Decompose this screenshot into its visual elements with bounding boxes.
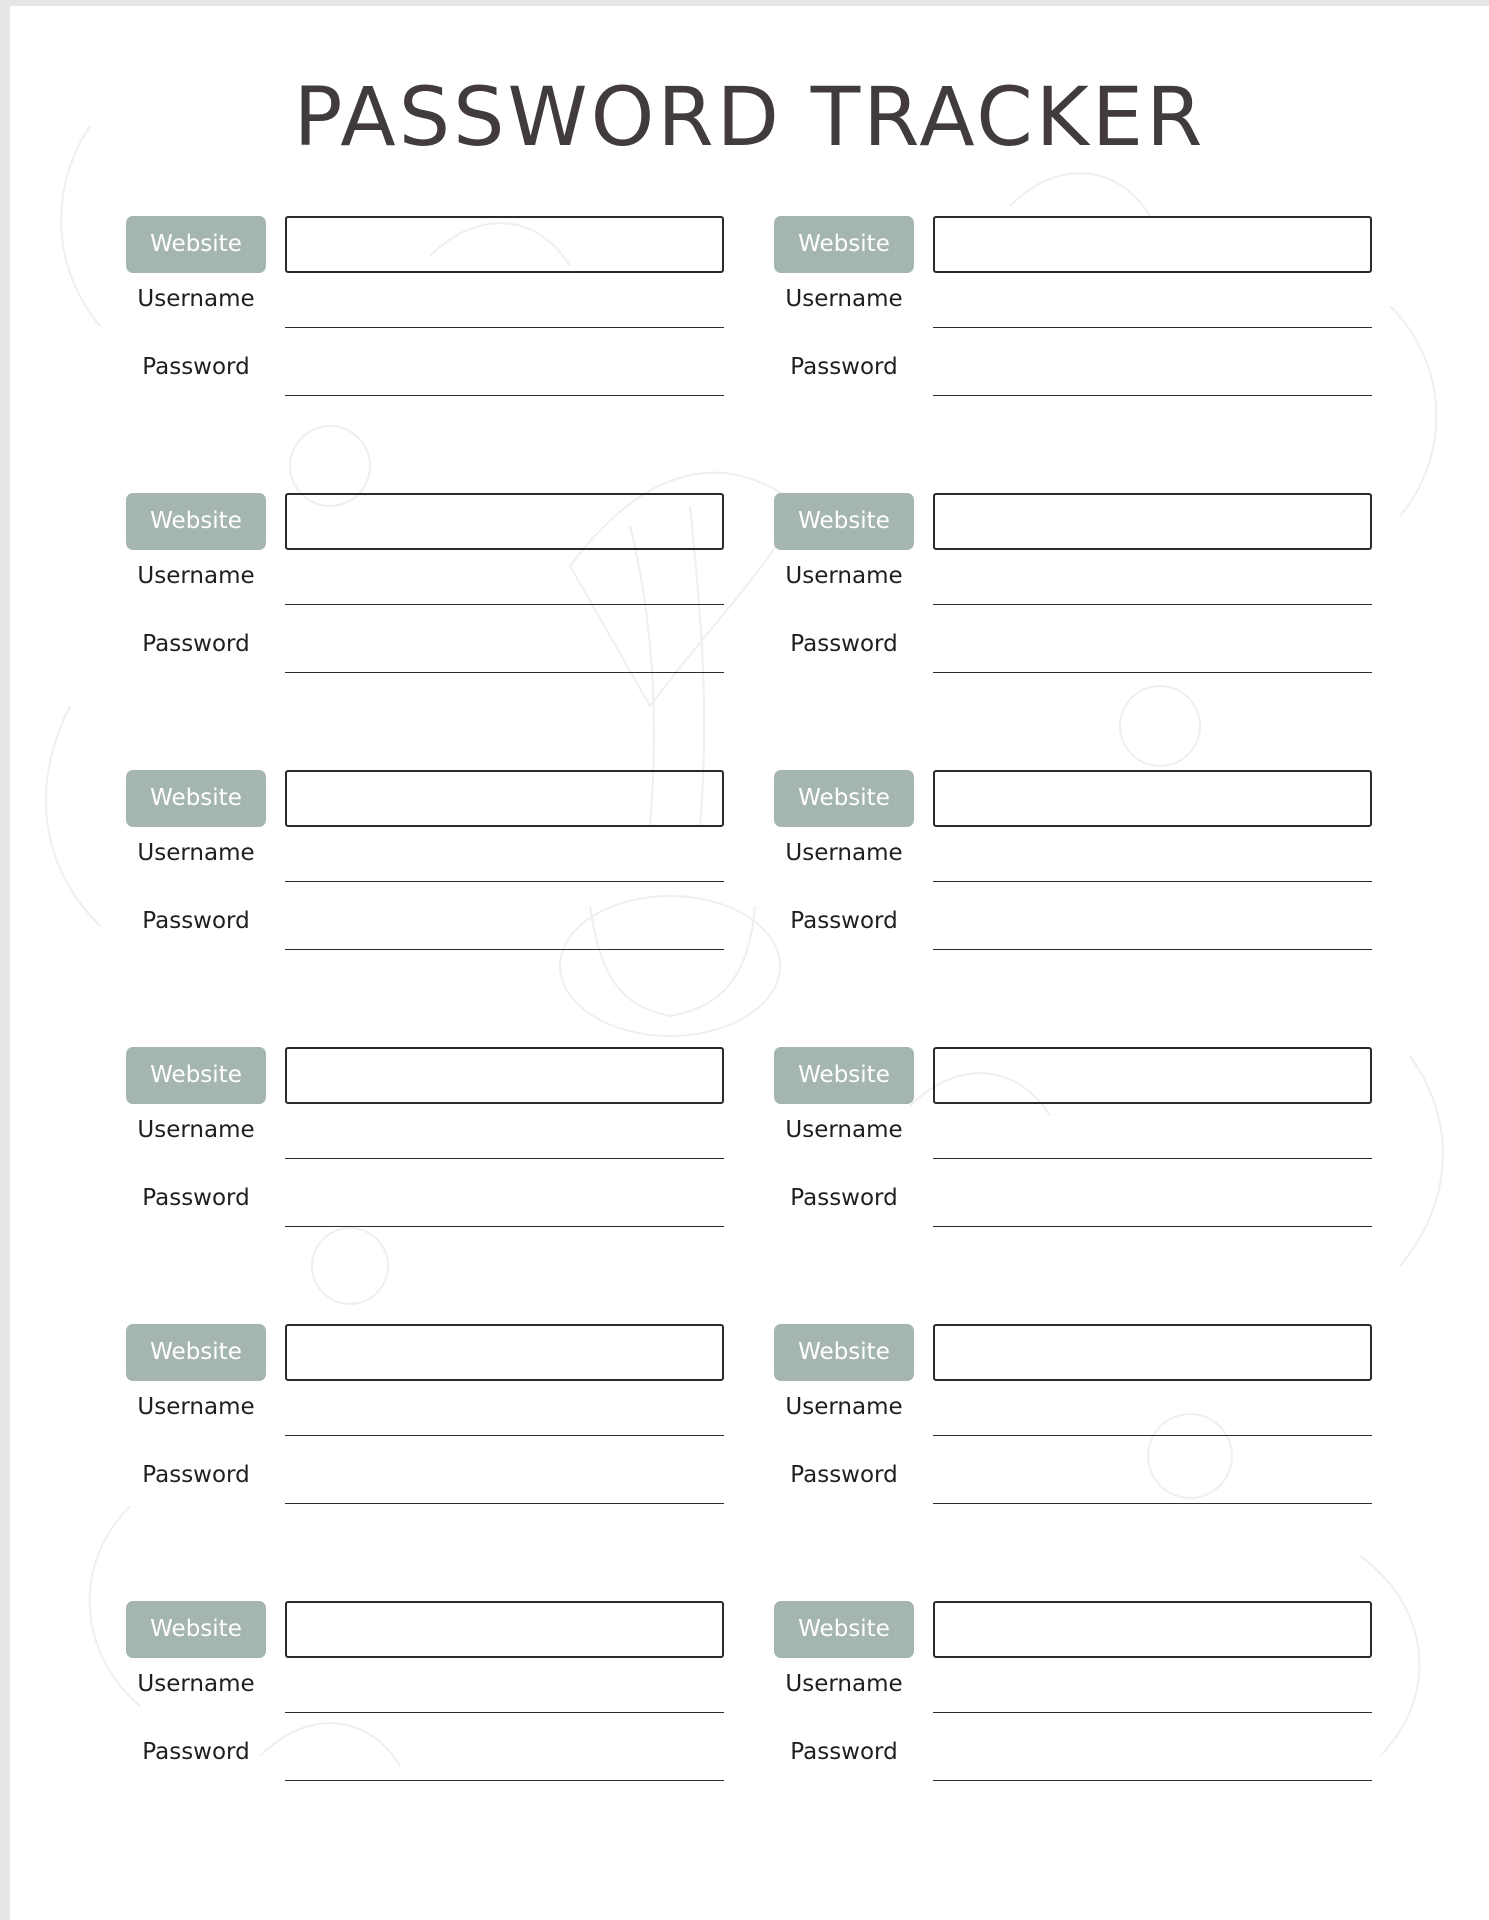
password-field[interactable] <box>285 1780 724 1781</box>
password-field[interactable] <box>285 949 724 950</box>
password-label: Password <box>790 1739 898 1765</box>
username-field[interactable] <box>933 604 1372 605</box>
username-label: Username <box>137 840 255 866</box>
website-field[interactable] <box>933 1324 1372 1381</box>
password-label: Password <box>790 1185 898 1211</box>
website-label: Website <box>126 493 266 550</box>
password-entry <box>774 493 1398 693</box>
website-field[interactable] <box>285 1047 724 1104</box>
username-label: Username <box>785 1671 903 1697</box>
password-field[interactable] <box>933 1780 1372 1781</box>
username-field[interactable] <box>933 1435 1372 1436</box>
website-label: Website <box>774 216 914 273</box>
website-field[interactable] <box>285 1324 724 1381</box>
username-label: Username <box>137 286 255 312</box>
username-label: Username <box>137 1671 255 1697</box>
username-field[interactable] <box>933 1158 1372 1159</box>
website-label: Website <box>126 216 266 273</box>
password-entry <box>774 1324 1398 1524</box>
username-label: Username <box>137 1117 255 1143</box>
website-field[interactable] <box>285 1601 724 1658</box>
website-field[interactable] <box>285 770 724 827</box>
password-field[interactable] <box>933 395 1372 396</box>
website-field[interactable] <box>933 1601 1372 1658</box>
website-field[interactable] <box>933 770 1372 827</box>
username-label: Username <box>137 563 255 589</box>
website-label: Website <box>774 493 914 550</box>
password-label: Password <box>142 631 250 657</box>
username-field[interactable] <box>285 1712 724 1713</box>
username-label: Username <box>785 286 903 312</box>
password-label: Password <box>790 1462 898 1488</box>
username-field[interactable] <box>933 1712 1372 1713</box>
website-label: Website <box>126 1047 266 1104</box>
password-label: Password <box>142 1462 250 1488</box>
website-label: Website <box>774 770 914 827</box>
username-field[interactable] <box>285 604 724 605</box>
website-label: Website <box>774 1601 914 1658</box>
password-entry <box>126 1601 750 1801</box>
website-field[interactable] <box>285 216 724 273</box>
website-field[interactable] <box>933 1047 1372 1104</box>
password-entry <box>126 493 750 693</box>
password-label: Password <box>142 1185 250 1211</box>
password-field[interactable] <box>933 949 1372 950</box>
website-field[interactable] <box>933 493 1372 550</box>
username-label: Username <box>785 840 903 866</box>
password-entry <box>774 1047 1398 1247</box>
username-label: Username <box>785 1117 903 1143</box>
password-label: Password <box>142 908 250 934</box>
username-field[interactable] <box>285 327 724 328</box>
username-field[interactable] <box>285 881 724 882</box>
password-label: Password <box>790 354 898 380</box>
password-label: Password <box>142 1739 250 1765</box>
username-label: Username <box>785 563 903 589</box>
password-entry <box>126 770 750 970</box>
password-field[interactable] <box>285 395 724 396</box>
username-field[interactable] <box>933 327 1372 328</box>
website-field[interactable] <box>285 493 724 550</box>
website-label: Website <box>126 1601 266 1658</box>
password-entry <box>774 770 1398 970</box>
page-title: PASSWORD TRACKER <box>293 71 1206 165</box>
password-field[interactable] <box>933 1503 1372 1504</box>
website-label: Website <box>774 1324 914 1381</box>
username-label: Username <box>137 1394 255 1420</box>
username-field[interactable] <box>285 1158 724 1159</box>
password-entry <box>126 1047 750 1247</box>
password-entry <box>774 216 1398 416</box>
website-label: Website <box>774 1047 914 1104</box>
password-label: Password <box>142 354 250 380</box>
website-label: Website <box>126 770 266 827</box>
username-field[interactable] <box>933 881 1372 882</box>
tracker-page <box>10 6 1489 1920</box>
password-label: Password <box>790 908 898 934</box>
website-field[interactable] <box>933 216 1372 273</box>
password-field[interactable] <box>285 1226 724 1227</box>
password-field[interactable] <box>285 672 724 673</box>
password-field[interactable] <box>285 1503 724 1504</box>
password-entry <box>126 216 750 416</box>
username-field[interactable] <box>285 1435 724 1436</box>
password-entry <box>774 1601 1398 1801</box>
password-field[interactable] <box>933 1226 1372 1227</box>
website-label: Website <box>126 1324 266 1381</box>
username-label: Username <box>785 1394 903 1420</box>
password-field[interactable] <box>933 672 1372 673</box>
password-entry <box>126 1324 750 1524</box>
password-label: Password <box>790 631 898 657</box>
